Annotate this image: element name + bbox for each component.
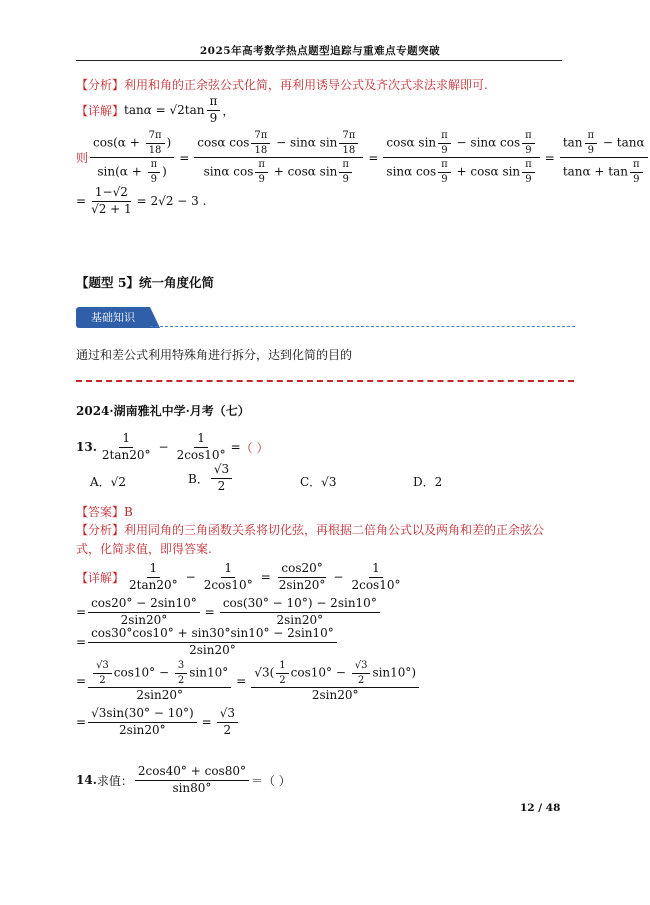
q13-detail-1: 【详解】 $\frac{1}{2\tan 20^\circ}$ − $\frac{1}{2\cos 10^\circ}$ = $\frac{\cos 20^\circ}{2\sin 20^\circ}$ − $\frac{1}{2\cos 10^\circ}$ (76, 561, 401, 592)
derivation-2: = $\frac{1-√2}{√2 + 1}$ = 2√2 − 3 . (76, 185, 207, 216)
option-b[interactable]: B． $\frac{√3}{2}$ (188, 463, 234, 494)
option-a[interactable]: A．√2 (90, 475, 126, 489)
q13-detail-5: = $\frac{√3\sin(30^\circ - 10^\circ)}{2\sin 20^\circ}$ = $\frac{√3}{2}$ (76, 707, 240, 738)
q13-detail-2: = $\frac{\cos 20^\circ - 2\sin 10^\circ}{2\sin 20^\circ}$ = $\frac{\cos(30^\circ - 10^\circ) - 2\sin 10^\circ}{2\sin 20^\circ}$ (76, 597, 382, 628)
q14-stem: 14. 求值： $\frac{2\cos 40^\circ + \cos 80^\circ}{\sin 80^\circ}$ ＝（ ） (76, 764, 291, 795)
q13-detail-4: = $\frac{√3}{2}$ cos10° − $\frac{3}{2}$ sin10° 2sin20° = √3( $\frac{1}{2}$ cos10° − $\frac{√3}{2}$ sin10°) 2sin20° (76, 660, 421, 703)
analysis-label: 【分析】 (76, 78, 125, 92)
page-number: 12 / 48 (520, 802, 561, 814)
frac-expanded: cosα cos $\frac{7\pi}{18}$ − sinα sin $\frac{7\pi}{18}$ sinα cos $\frac{\pi}{9}$ + cosα sin $\frac{\pi}{9}$ (194, 130, 363, 185)
knowledge-text: 通过和差公式利用特殊角进行拆分，达到化简的目的 (76, 348, 353, 362)
ze-label: 则 (76, 151, 89, 165)
source-label: 2024·湖南雅礼中学·月考（七） (76, 404, 250, 418)
frac-cos-over-sin: cos(α + $\frac{7\pi}{18}$ ) sin(α + $\frac{\pi}{9}$ ) (90, 130, 174, 185)
q13-answer: 【答案】B (76, 505, 133, 519)
option-c[interactable]: C．√3 (300, 475, 337, 489)
q13-paren: （ ） (240, 440, 269, 455)
q13-analysis: 【分析】利用同角的三角函数关系将切化弦，再根据二倍角公式以及两角和差的正余弦公式，化简求值，即得答案. (76, 523, 545, 556)
header-rule (76, 60, 562, 61)
q13-stem: 13. $\frac{1}{2\tan 20^\circ}$ − $\frac{1}{2\cos 10^\circ}$ = （ ） (76, 431, 269, 462)
frac-induced: cosα sin $\frac{\pi}{9}$ − sinα cos $\frac{\pi}{9}$ sinα cos $\frac{\pi}{9}$ + cosα sin $\frac{\pi}{9}$ (383, 130, 539, 185)
badge-dashed-rule (150, 326, 575, 327)
page-header-title: 2025年高考数学热点题型追踪与重难点专题突破 (199, 45, 441, 57)
derivation-1: 则 cos(α + $\frac{7\pi}{18}$ ) sin(α + $\frac{\pi}{9}$ ) = cosα cos $\frac{7\pi}{18}$ − sinα sin $\frac{7\pi}{18}$ sinα cos $\frac{\pi}{9}$ + cosα sin $\frac{\pi}{9}$ = cosα sin $\frac{\pi}{9}$ − sinα cos $\frac{\pi}{9}$ sinα cos $\frac{\pi}{9}$ + cosα sin $\frac{\pi}{9}$ = tan $\frac{\pi}{9}$ − tanα tanα + tan $\frac{\pi}{9}$ (76, 130, 650, 185)
q13-number: 13. (76, 440, 97, 455)
given-expr: tanα = √2tan (124, 103, 205, 118)
analysis-text: 利用和角的正余弦公式化简，再利用诱导公式及齐次式求法求解即可. (124, 78, 488, 92)
frac-sqrt: $\frac{1-√2}{√2 + 1}$ (91, 185, 132, 216)
frac-tan: tan $\frac{\pi}{9}$ − tanα tanα + tan $\frac{\pi}{9}$ (560, 130, 648, 185)
detail-line: 【详解】 tanα = √2tan $\frac{\pi}{9}$ ， (76, 94, 235, 125)
knowledge-badge: 基础知识 (76, 307, 150, 328)
q14-paren: ＝（ ） (250, 773, 291, 788)
pi-over-9: $\frac{\pi}{9}$ (207, 95, 221, 126)
detail-label: 【详解】 (76, 103, 125, 118)
option-d[interactable]: D．2 (413, 475, 443, 489)
section-title: 【题型 5】统一角度化简 (76, 275, 215, 290)
section-divider (76, 380, 574, 382)
q13-detail-3: = $\frac{\cos 30^\circ\cos 10^\circ + \sin 30^\circ\sin 10^\circ - 2\sin 10^\circ}{2\sin 20^\circ}$ (76, 627, 339, 658)
analysis-line (76, 76, 488, 93)
